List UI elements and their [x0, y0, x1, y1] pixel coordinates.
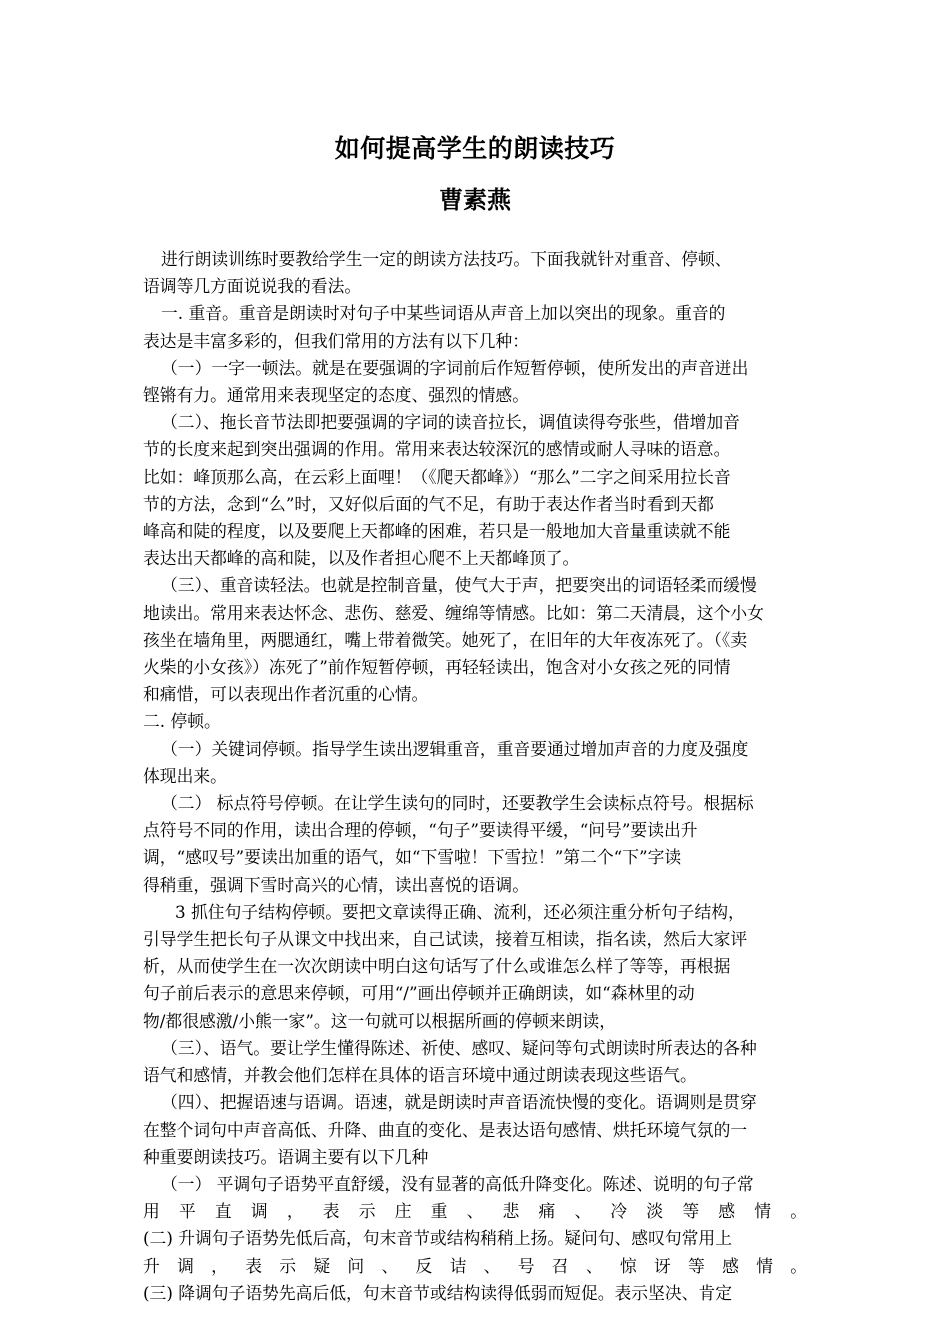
body-line: 二. 停顿。 [143, 711, 221, 732]
body-line: 3 抓住句子结构停顿。要把文章读得正确、流利，还必须注重分析句子结构， [175, 901, 745, 922]
body-line: （一）一字一顿法。就是在要强调的字词前后作短暂停顿，使所发出的声音迸出 [161, 357, 749, 378]
body-line: 句子前后表示的意思来停顿，可用“/”画出停顿并正确朗读，如“森林里的动 [143, 983, 695, 1004]
body-line: 语气和感情，并教会他们怎样在具体的语言环境中通过朗读表现这些语气。 [143, 1065, 697, 1086]
body-line: 语调等几方面说说我的看法。 [143, 276, 362, 297]
body-line: 节的长度来起到突出强调的作用。常用来表达较深沉的感情或耐人寻味的语意。 [143, 439, 731, 460]
document-body [143, 246, 807, 1307]
body-line: 节的方法，念到“么”时，又好似后面的气不足，有助于表达作者当时看到天都 [143, 493, 714, 514]
body-line: 在整个词句中声音高低、升降、曲直的变化、是表达语句感情、烘托环境气氛的一 [143, 1119, 748, 1140]
body-line: 表达出天都峰的高和陡，以及作者担心爬不上天都峰顶了。 [143, 548, 580, 569]
body-line: 用 平 直 调 ， 表 示 庄 重 、 悲 痛 、 冷 淡 等 感 情 。 [143, 1201, 807, 1222]
body-line: 升 调 ， 表 示 疑 问 、 反 诘 、 号 召 、 惊 讶 等 感 情 。 [143, 1255, 807, 1276]
body-line: 种重要朗读技巧。语调主要有以下几种 [143, 1146, 429, 1167]
body-line: 和痛惜，可以表现出作者沉重的心情。 [143, 684, 429, 705]
body-line: 比如：峰顶那么高，在云彩上面哩！（《爬天都峰》）“那么”二字之间采用拉长音 [143, 466, 731, 487]
body-line: 铿锵有力。通常用来表现坚定的态度、强烈的情感。 [143, 385, 529, 406]
body-line: 体现出来。 [143, 765, 227, 786]
body-line: 表达是丰富多彩的，但我们常用的方法有以下几种： [143, 330, 529, 351]
body-line: 进行朗读训练时要教给学生一定的朗读方法技巧。下面我就针对重音、停顿、 [161, 249, 732, 269]
body-line: 物/都很感激/小熊一家”。这一句就可以根据所画的停顿来朗读， [143, 1010, 616, 1031]
body-line: （二）、拖长音节法即把要强调的字词的读音拉长，调值读得夸张些，借增加音 [161, 412, 740, 433]
body-line: （一）关键词停顿。指导学生读出逻辑重音，重音要通过增加声音的力度及强度 [161, 738, 749, 759]
document-title: 如何提高学生的朗读技巧 [334, 134, 616, 163]
body-line: 火柴的小女孩》）冻死了”前作短暂停顿，再轻轻读出，饱含对小女孩之死的同情 [143, 657, 731, 678]
body-line: （二） 标点符号停顿。在让学生读句的同时，还要教学生会读标点符号。根据标 [161, 793, 754, 814]
body-line: 孩坐在墙角里，两腮通红，嘴上带着微笑。她死了，在旧年的大年夜冻死了。（《卖 [143, 629, 748, 650]
body-line: （三）、重音读轻法。也就是控制音量，使气大于声，把要突出的词语轻柔而缓慢 [161, 575, 757, 596]
body-line: （三）、语气。要让学生懂得陈述、祈使、感叹、疑问等句式朗读时所表达的各种 [161, 1037, 757, 1058]
body-line: (二) 升调句子语势先低后高，句末音节或结构稍稍上扬。疑问句、感叹句常用上 [143, 1228, 732, 1249]
body-line: 地读出。常用来表达怀念、悲伤、慈爱、缠绵等情感。比如：第二天清晨，这个小女 [143, 602, 764, 623]
body-line: 得稍重，强调下雪时高兴的心情，读出喜悦的语调。 [143, 874, 529, 895]
body-line: 点符号不同的作用，读出合理的停顿，“句子”要读得平缓，“问号”要读出升 [143, 820, 698, 841]
body-line: (三) 降调句子语势先高后低，句末音节或结构读得低弱而短促。表示坚决、肯定 [143, 1282, 732, 1303]
body-line: 调，“感叹号”要读出加重的语气，如“下雪啦！下雪拉！”第二个“下”字读 [143, 847, 682, 868]
body-line: 析，从而使学生在一次次朗读中明白这句话写了什么或谁怎么样了等等，再根据 [143, 956, 731, 977]
body-line: （一） 平调句子语势平直舒缓，没有显著的高低升降变化。陈述、说明的句子常 [161, 1173, 754, 1194]
body-line: 峰高和陡的程度，以及要爬上天都峰的困难，若只是一般地加大音量重读就不能 [143, 521, 731, 542]
document-author: 曹素燕 [439, 186, 511, 214]
body-line: 引导学生把长句子从课文中找出来，自己试读，接着互相读，指名读，然后大家评 [143, 929, 748, 950]
body-line: 一. 重音。重音是朗读时对句子中某些词语从声音上加以突出的现象。重音的 [161, 303, 726, 324]
body-line: （四）、把握语速与语调。语速，就是朗读时声音语流快慢的变化。语调则是贯穿 [161, 1092, 757, 1113]
